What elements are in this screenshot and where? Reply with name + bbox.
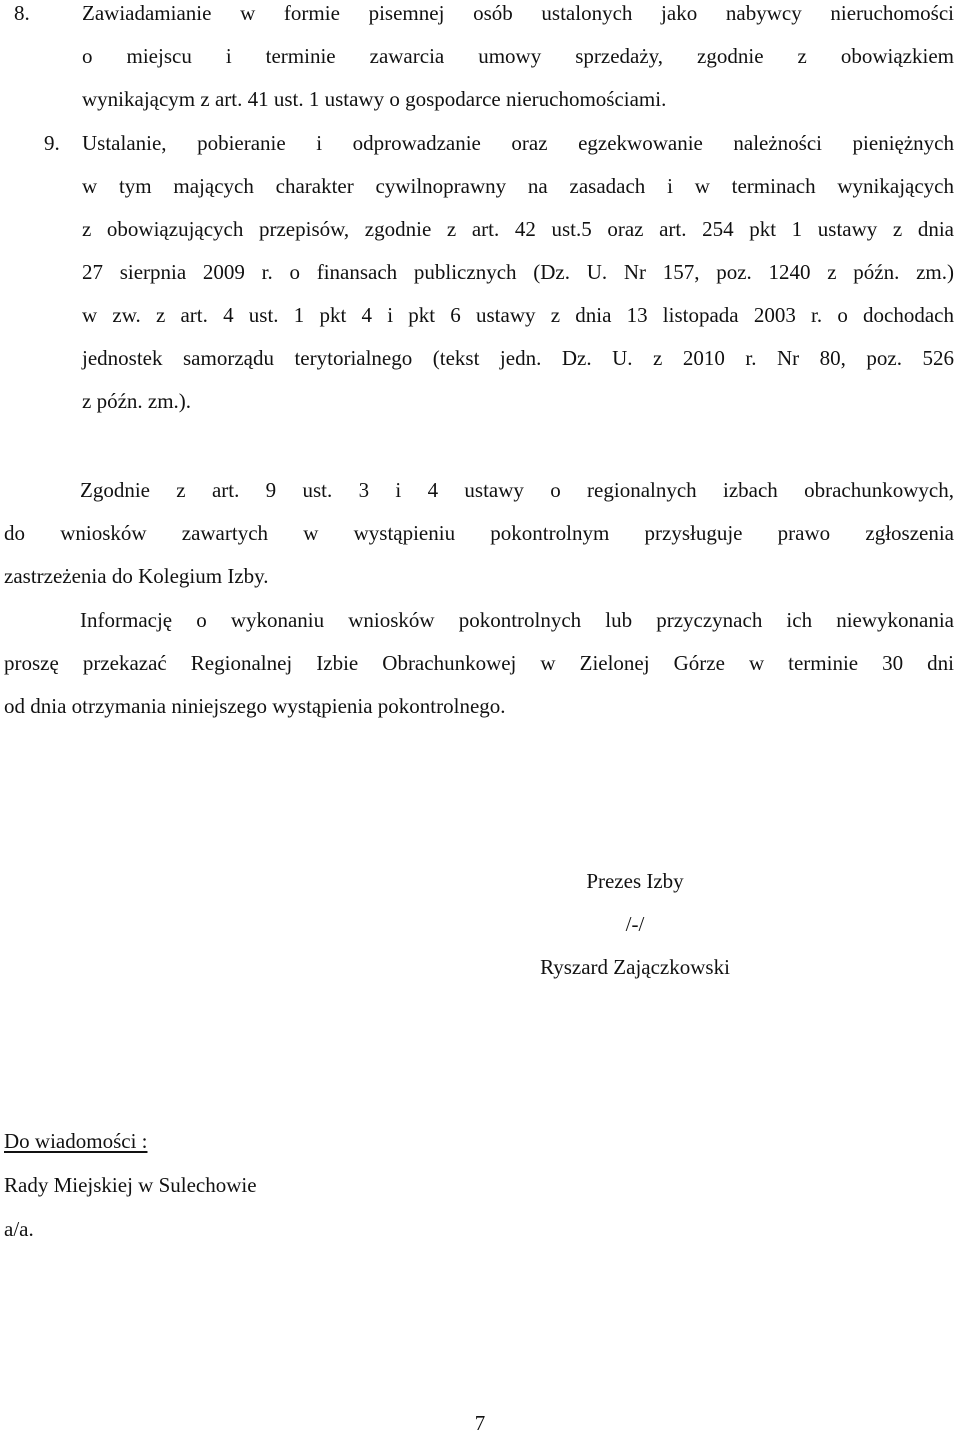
signature-title: Prezes Izby — [586, 869, 684, 893]
recipient-item: a/a. — [4, 1217, 34, 1241]
list-item-line: z obowiązujących przepisów, zgodnie z art. 42 ust.5 oraz art. 254 pkt 1 ustawy z dnia — [82, 217, 954, 241]
list-item-line: Ustalanie, pobieranie i odprowadzanie oraz egzekwowanie należności pieniężnych — [82, 131, 954, 155]
list-item-line: z późn. zm.). — [82, 389, 192, 413]
list-item-number: 9. — [44, 131, 60, 155]
paragraph-line: Informację o wykonaniu wniosków pokontrolnych lub przyczynach ich niewykonania — [80, 608, 954, 632]
recipients-heading: Do wiadomości : — [4, 1129, 148, 1153]
list-item-line: jednostek samorządu terytorialnego (tekst jedn. Dz. U. z 2010 r. Nr 80, poz. 526 — [82, 346, 954, 370]
paragraph-line: od dnia otrzymania niniejszego wystąpienia pokontrolnego. — [4, 694, 506, 718]
signature-name: Ryszard Zajączkowski — [540, 955, 730, 979]
list-item-line: 27 sierpnia 2009 r. o finansach publicznych (Dz. U. Nr 157, poz. 1240 z późn. zm.) — [82, 260, 954, 284]
signature-mark: /-/ — [625, 912, 645, 936]
recipient-item: Rady Miejskiej w Sulechowie — [4, 1173, 257, 1197]
list-item-line: Zawiadamianie w formie pisemnej osób ustalonych jako nabywcy nieruchomości — [82, 1, 954, 25]
paragraph-line: Zgodnie z art. 9 ust. 3 i 4 ustawy o regionalnych izbach obrachunkowych, — [80, 478, 954, 502]
list-item-line: o miejscu i terminie zawarcia umowy sprzedaży, zgodnie z obowiązkiem — [82, 44, 954, 68]
list-item-line: w zw. z art. 4 ust. 1 pkt 4 i pkt 6 ustawy z dnia 13 listopada 2003 r. o dochodach — [82, 303, 954, 327]
paragraph-line: zastrzeżenia do Kolegium Izby. — [4, 564, 269, 588]
page-number: 7 — [474, 1411, 486, 1435]
paragraph-line: do wniosków zawartych w wystąpieniu pokontrolnym przysługuje prawo zgłoszenia — [4, 521, 954, 545]
list-item-line: wynikającym z art. 41 ust. 1 ustawy o gospodarce nieruchomościami. — [82, 87, 667, 111]
paragraph-line: proszę przekazać Regionalnej Izbie Obrachunkowej w Zielonej Górze w terminie 30 dni — [4, 651, 954, 675]
list-item-line: w tym mających charakter cywilnoprawny na zasadach i w terminach wynikających — [82, 174, 954, 198]
list-item-number: 8. — [14, 1, 30, 25]
